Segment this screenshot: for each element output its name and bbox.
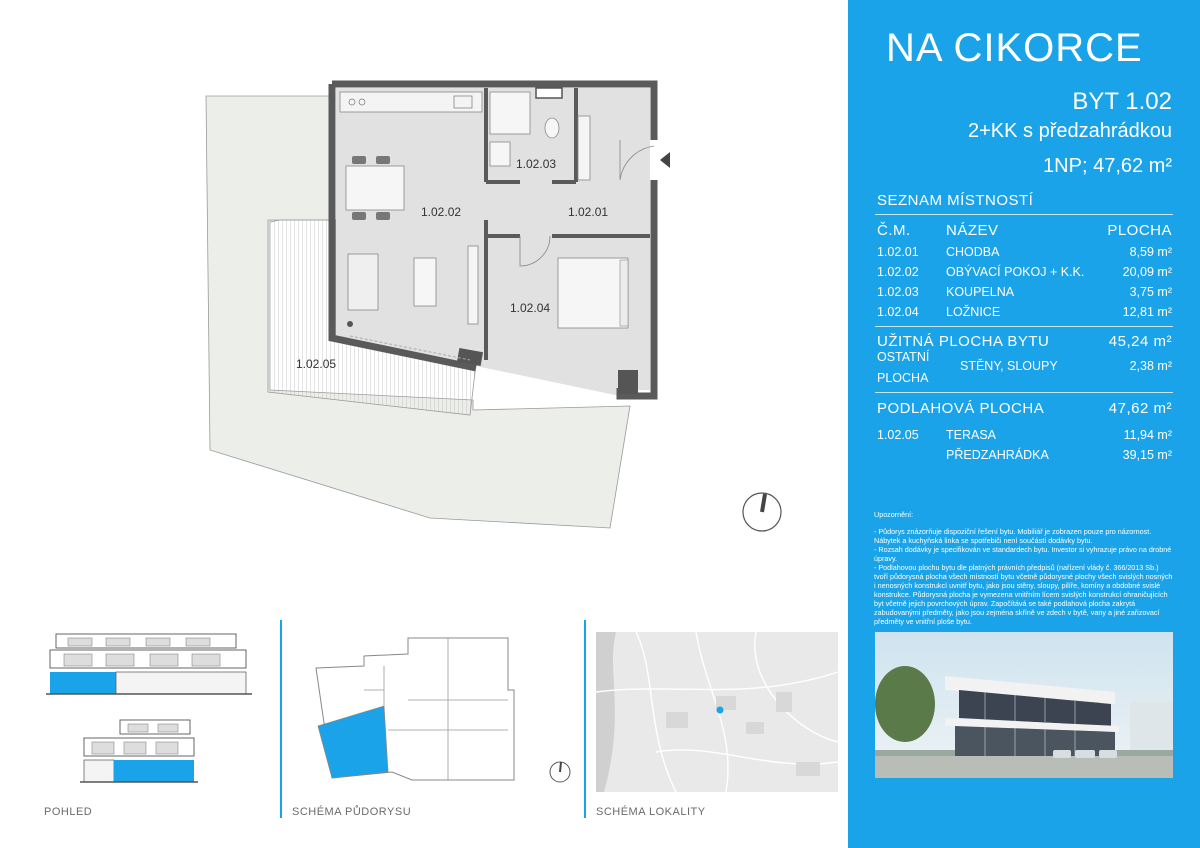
entrance-arrow-icon (660, 152, 670, 168)
bed (558, 258, 628, 328)
extra-area: 11,94 m² (1123, 428, 1172, 442)
elevation-view-2 (80, 716, 200, 786)
usable-area-label: UŽITNÁ PLOCHA BYTU (877, 333, 1050, 350)
project-title: NA CIKORCE (886, 26, 1143, 70)
col-header-id: Č.M. (877, 222, 911, 239)
usable-area-value: 45,24 m² (1108, 333, 1172, 350)
room-id: 1.02.03 (877, 285, 919, 299)
building-render (875, 632, 1173, 778)
room-name: KOUPELNA (946, 285, 1015, 299)
washbasin (490, 142, 510, 166)
caption-locality: SCHÉMA LOKALITY (596, 806, 706, 818)
compass-icon (740, 490, 784, 534)
divider (875, 392, 1173, 393)
room-label-1.02.03: 1.02.03 (516, 157, 557, 171)
kitchen-counter (340, 92, 482, 112)
room-name: CHODBA (946, 245, 1000, 259)
elevation-view-1 (46, 628, 256, 700)
room-area: 8,59 m² (1129, 245, 1172, 259)
plan-scheme (308, 630, 578, 790)
coffee-table (414, 258, 436, 306)
rooms-heading: SEZNAM MÍSTNOSTÍ (877, 192, 1034, 209)
room-id: 1.02.04 (877, 305, 919, 319)
dining-table (346, 166, 404, 210)
shower (490, 92, 530, 134)
room-area: 20,09 m² (1122, 265, 1172, 279)
other-area-name: STĚNY, SLOUPY (960, 359, 1058, 373)
floor-area-label: PODLAHOVÁ PLOCHA (877, 400, 1045, 417)
room-id: 1.02.01 (877, 245, 919, 259)
note-item: - Rozsah dodávky je specifikován ve standardech bytu. Investor si vyhrazuje právo na drobné úpravy. (874, 545, 1172, 563)
extra-area: 39,15 m² (1122, 448, 1172, 462)
note-item: - Podlahovou plochu bytu dle platných právních předpisů (nařízení vlády č. 366/2013 Sb.) tvoří půdorysná plocha všech místností bytu včetně půdorysné plochy všech svislých nosných i nenosných konstrukcí uvnitř bytu, jako jsou stěny, sloupy, pilíře, komíny a obdobné svislé konstrukce. Půdorysná plocha je vymezena vnitřním lícem svislých konstrukcí ohraničujících byt včetně jejich povrchových úprav. Započítává se také podlahová plocha zakrytá zabudovanými předměty, jako jsou zejména skříně ve zdech v bytě, vany a jiné zařizovací předměty ve vnitřní ploše bytu. (874, 563, 1173, 626)
col-header-name: NÁZEV (946, 222, 999, 239)
room-label-1.02.01: 1.02.01 (568, 205, 609, 219)
unit-name: BYT 1.02 (1072, 88, 1172, 115)
other-area-label-2: PLOCHA (877, 371, 929, 385)
room-label-1.02.02: 1.02.02 (421, 205, 462, 219)
locality-map (596, 632, 838, 792)
toilet (545, 118, 559, 138)
unit-type: 2+KK s předzahrádkou (967, 120, 1172, 142)
extra-name: TERASA (946, 428, 997, 442)
col-header-area: PLOCHA (1107, 222, 1172, 239)
room-area: 12,81 m² (1122, 305, 1172, 319)
sofa (348, 254, 378, 310)
wardrobe (578, 116, 590, 180)
info-panel (848, 0, 1200, 848)
room-label-1.02.04: 1.02.04 (510, 301, 551, 315)
room-label-1.02.05: 1.02.05 (296, 357, 337, 371)
extra-name: PŘEDZAHRÁDKA (946, 448, 1049, 462)
location-marker-icon (717, 707, 724, 714)
caption-plan-scheme: SCHÉMA PŮDORYSU (292, 806, 412, 818)
unit-floor-area: 1NP; 47,62 m² (1043, 155, 1172, 177)
divider (875, 326, 1173, 327)
other-area-value: 2,38 m² (1129, 359, 1172, 373)
room-name: LOŽNICE (946, 305, 1001, 319)
divider (875, 214, 1173, 215)
floor-area-value: 47,62 m² (1108, 400, 1172, 417)
divider-locality (584, 620, 586, 818)
room-id: 1.02.02 (877, 265, 919, 279)
caption-view: POHLED (44, 806, 93, 818)
column (618, 370, 638, 394)
room-name: OBÝVACÍ POKOJ + K.K. (946, 265, 1085, 279)
notes-heading: Upozornění: (874, 510, 914, 519)
notes (874, 510, 1174, 626)
note-item: - Půdorys znázorňuje dispoziční řešení bytu. Mobiliář je zobrazen pouze pro názornost. Nábytek a kuchyňská linka se spotřebiči není součástí dodávky bytu. (874, 527, 1152, 545)
extra-id: 1.02.05 (877, 428, 919, 442)
divider-plan-scheme (280, 620, 282, 818)
other-area-label-1: OSTATNÍ (877, 350, 930, 364)
floor-plan (190, 70, 670, 540)
room-area: 3,75 m² (1129, 285, 1172, 299)
